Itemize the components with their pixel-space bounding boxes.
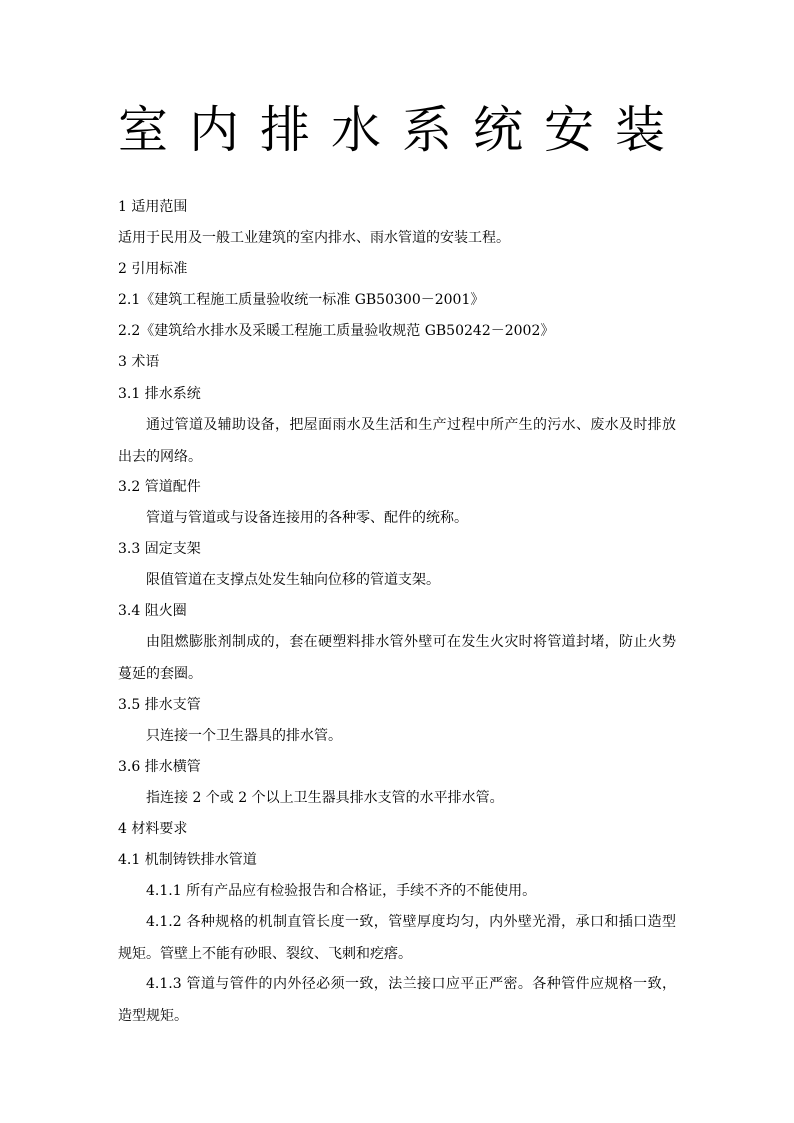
term-3-4-heading: 3.4 阻火圈: [118, 603, 187, 619]
term-3-5-text: 只连接一个卫生器具的排水管。: [146, 728, 342, 744]
term-3-2-heading: 3.2 管道配件: [118, 479, 201, 495]
term-3-3-text: 限值管道在支撑点处发生轴向位移的管道支架。: [146, 572, 440, 588]
standard-2-1: 2.1《建筑工程施工质量验收统一标准 GB50300－2001》: [118, 292, 485, 308]
term-3-1-text: 通过管道及辅助设备，把屋面雨水及生活和生产过程中所产生的污水、废水及时排放出去的网络。: [118, 417, 676, 465]
section-1-text: 适用于民用及一般工业建筑的室内排水、雨水管道的安装工程。: [118, 230, 510, 246]
section-4-heading: 4 材料要求: [118, 821, 188, 837]
item-4-1-3: 4.1.3 管道与管件的内外径必须一致，法兰接口应平正严密。各种管件应规格一致，造型规矩。: [118, 976, 676, 1024]
section-4-1-heading: 4.1 机制铸铁排水管道: [118, 852, 257, 868]
term-3-4-text: 由阻燃膨胀剂制成的，套在硬塑料排水管外壁可在发生火灾时将管道封堵，防止火势蔓延的套圈。: [118, 634, 676, 682]
page-title: 室内排水系统安装: [118, 101, 686, 159]
standard-2-2: 2.2《建筑给水排水及采暖工程施工质量验收规范 GB50242－2002》: [118, 323, 555, 339]
item-4-1-1: 4.1.1 所有产品应有检验报告和合格证，手续不齐的不能使用。: [146, 883, 537, 899]
term-3-6-heading: 3.6 排水横管: [118, 759, 201, 775]
term-3-6-text: 指连接 2 个或 2 个以上卫生器具排水支管的水平排水管。: [146, 790, 504, 806]
term-3-2-text: 管道与管道或与设备连接用的各种零、配件的统称。: [146, 510, 468, 526]
section-1-heading: 1 适用范围: [118, 199, 188, 215]
term-3-3-heading: 3.3 固定支架: [118, 541, 201, 557]
item-4-1-2: 4.1.2 各种规格的机制直管长度一致，管壁厚度均匀，内外壁光滑，承口和插口造型规矩。管壁上不能有砂眼、裂纹、飞刺和疙瘩。: [118, 914, 676, 962]
term-3-5-heading: 3.5 排水支管: [118, 697, 201, 713]
term-3-1-heading: 3.1 排水系统: [118, 386, 201, 402]
section-3-heading: 3 术语: [118, 354, 160, 370]
section-2-heading: 2 引用标准: [118, 261, 188, 277]
